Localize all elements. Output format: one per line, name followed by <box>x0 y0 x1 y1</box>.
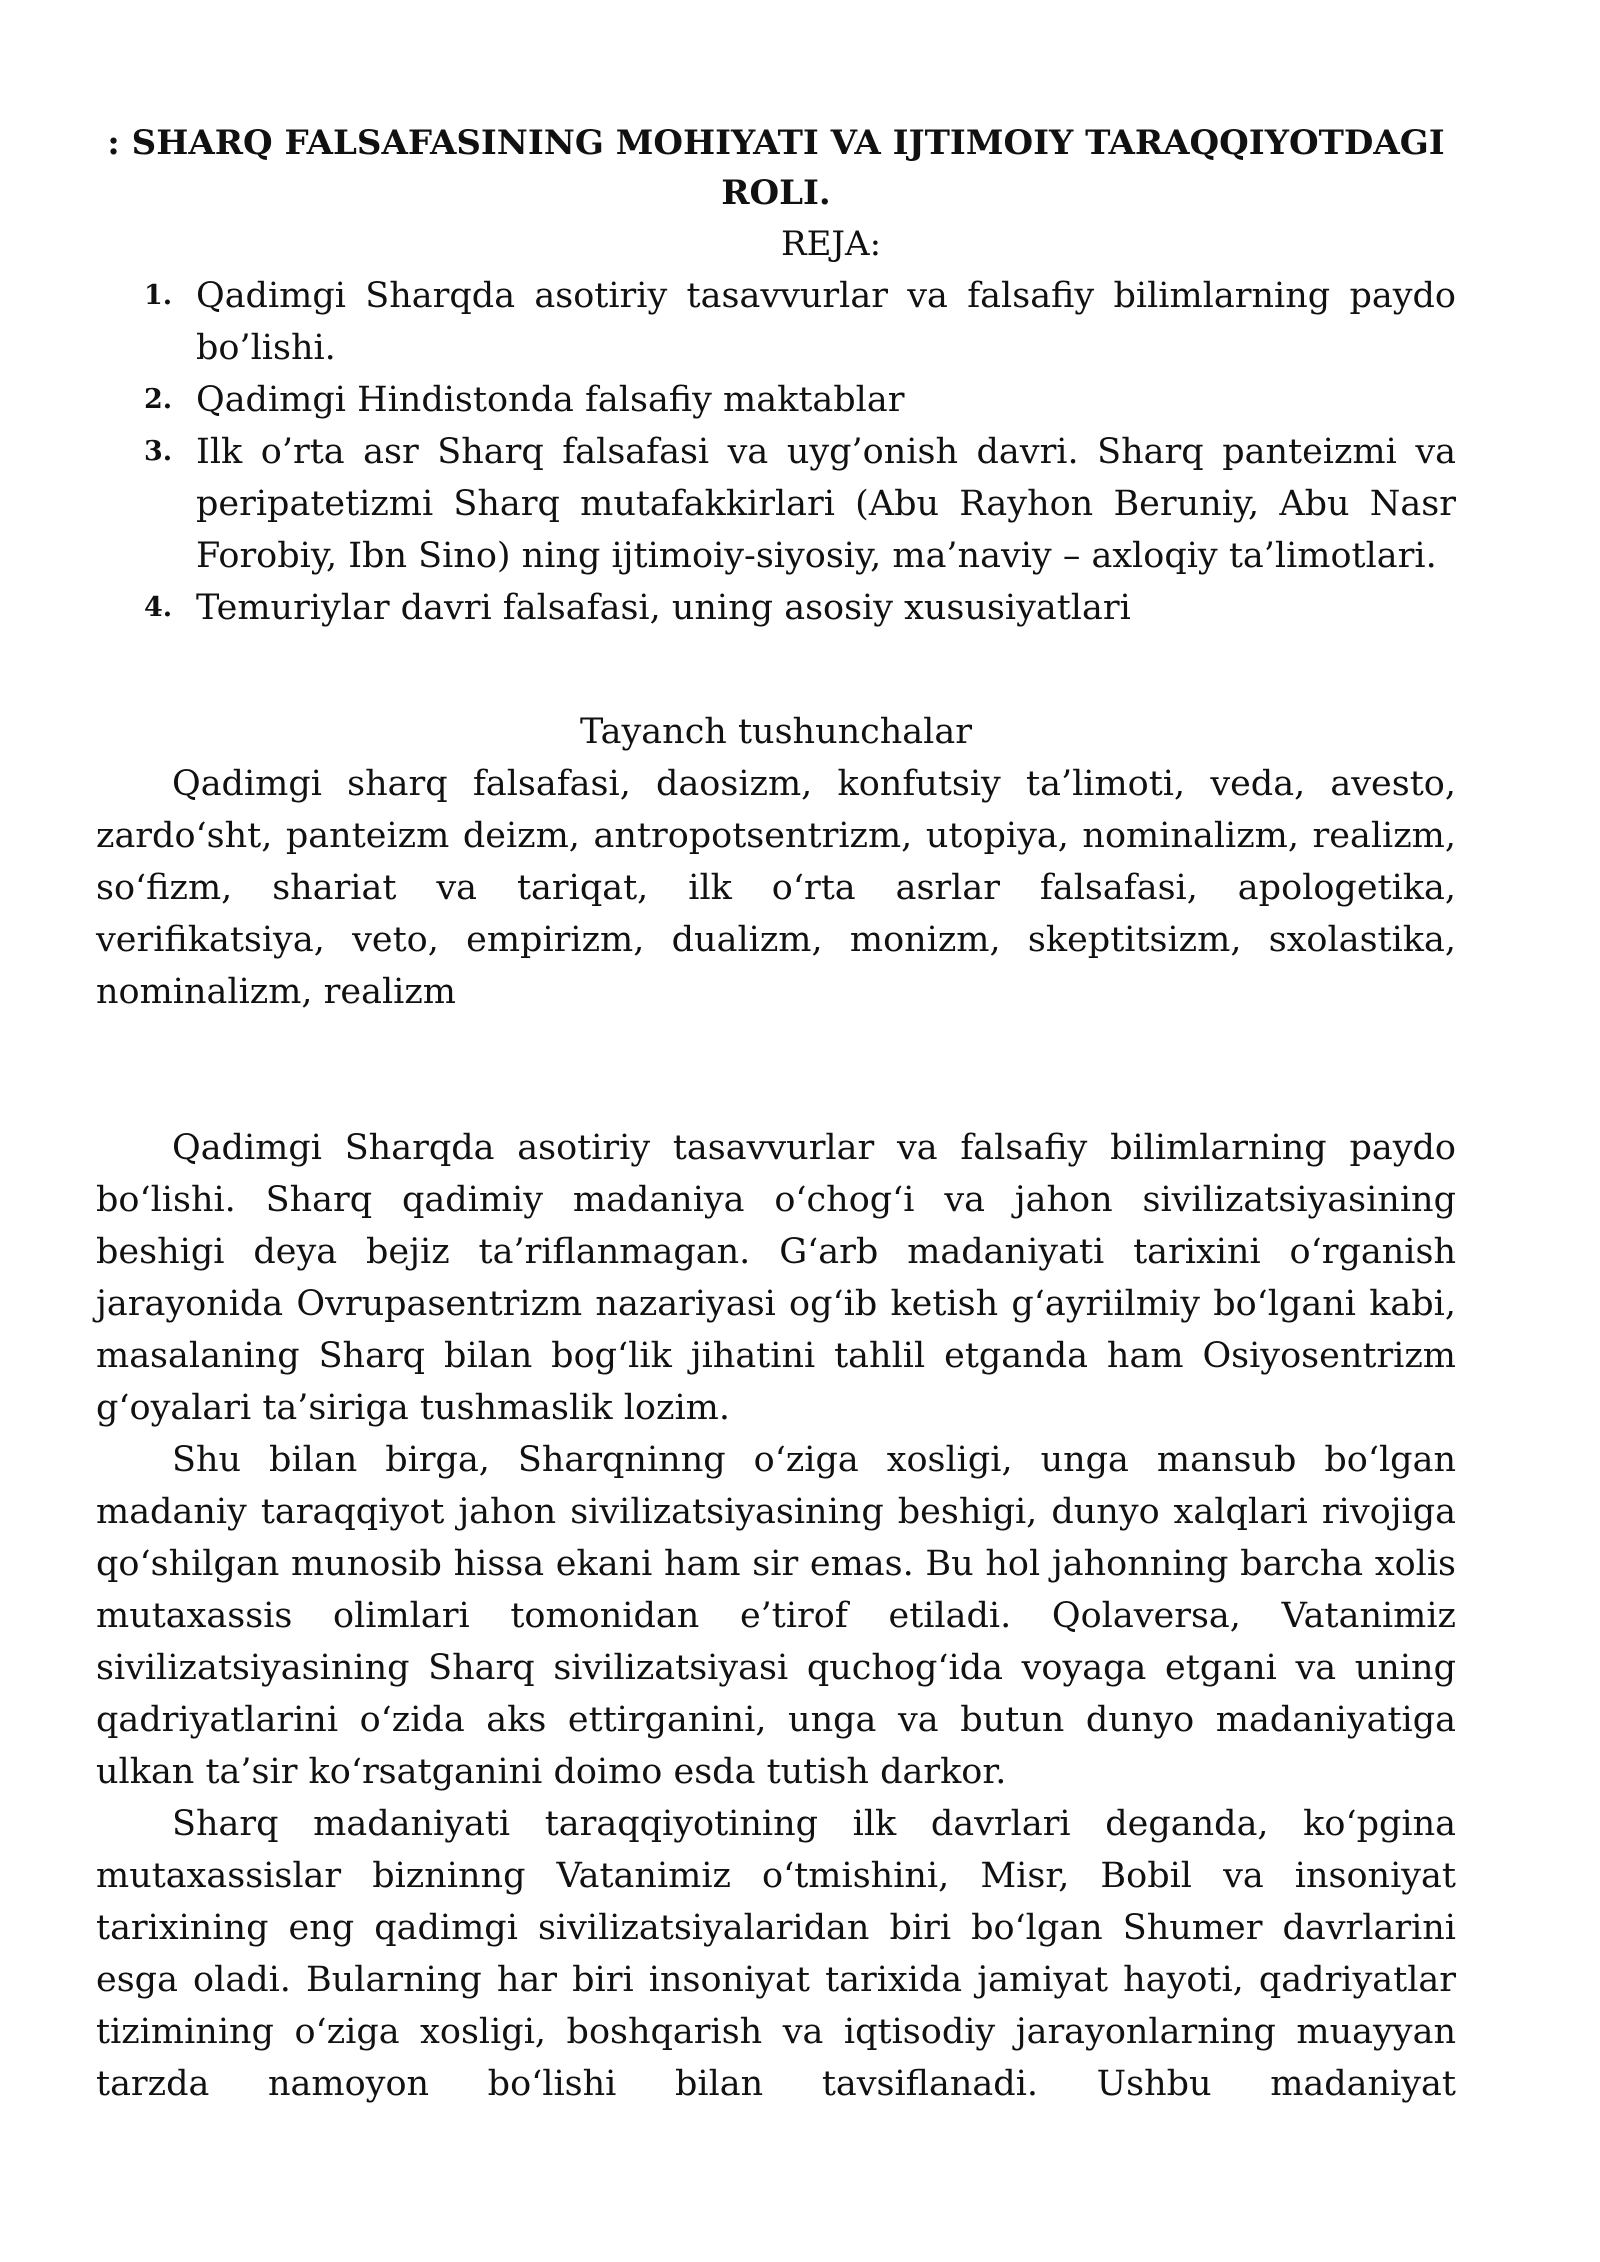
plan-item-text: Qadimgi Hindistonda falsafiy maktablar <box>196 380 905 420</box>
plan-heading: REJA: <box>780 224 882 264</box>
plan-item <box>96 426 1456 582</box>
plan-item-number: 3. <box>144 436 173 467</box>
plan-item <box>96 374 1456 426</box>
plan-item-number: 2. <box>144 384 173 415</box>
body-paragraph: Qadimgi Sharqda asotiriy tasavvurlar va falsafiy bilimlarning paydo bo‘lishi. Sharq qadimiy madaniya o‘chog‘i va jahon sivilizatsiyasining beshigi deya bejiz ta’riflanmagan. G‘arb madaniyati tarixini o‘rganish jarayonida Ovrupasentrizm nazariyasi og‘ib ketish g‘ayriilmiy bo‘lgani kabi, masalaning Sharq bilan bog‘lik jihatini tahlil etganda ham Osiyosentrizm g‘oyalari ta’siriga tushmaslik lozim. <box>96 1128 1456 1428</box>
body-paragraph: Sharq madaniyati taraqqiyotining ilk davrlari deganda, ko‘pgina mutaxassislar bizninng Vatanimiz o‘tmishini, Misr, Bobil va insoniyat tarixining eng qadimgi sivilizatsiyalaridan biri bo‘lgan Shumer davrlarini esga oladi. Bularning har biri insoniyat tarixida jamiyat hayoti, qadriyatlar tizimining o‘ziga xosligi, boshqarish va iqtisodiy jarayonlarning muayyan tarzda namoyon bo‘lishi bilan tavsiflanadi. Ushbu madaniyat <box>96 1804 1456 2104</box>
spacer <box>96 1018 1456 1070</box>
spacer <box>96 1070 1456 1122</box>
plan-item-number: 1. <box>144 280 173 311</box>
document-page <box>96 118 1456 2110</box>
key-terms-paragraph: Qadimgi sharq falsafasi, daosizm, konfutsiy ta’limoti, veda, avesto, zardo‘sht, panteizm deizm, antropotsentrizm, utopiya, nominalizm, realizm, so‘fizm, shariat va tariqat, ilk o‘rta asrlar falsafasi, apologetika, verifikatsiya, veto, empirizm, dualizm, monizm, skeptitsizm, sxolastika, nominalizm, realizm <box>96 764 1456 1012</box>
plan-item-text: Temuriylar davri falsafasi, uning asosiy xususiyatlari <box>196 588 1131 628</box>
plan-list <box>96 270 1456 634</box>
plan-item-text: Ilk o’rta asr Sharq falsafasi va uyg’onish davri. Sharq panteizmi va peripatetizmi Sharq mutafakkirlari (Abu Rayhon Beruniy, Abu Nasr Forobiy, Ibn Sino) ning ijtimoiy-siyosiy, ma’naviy – axloqiy ta’limotlari. <box>196 432 1456 576</box>
plan-item <box>96 582 1456 634</box>
plan-item-number: 4. <box>144 592 173 623</box>
plan-item <box>96 270 1456 374</box>
body-paragraph: Shu bilan birga, Sharqninng o‘ziga xosligi, unga mansub bo‘lgan madaniy taraqqiyot jahon sivilizatsiyasining beshigi, dunyo xalqlari rivojiga qo‘shilgan munosib hissa ekani ham sir emas. Bu hol jahonning barcha xolis mutaxassis olimlari tomonidan e’tirof etiladi. Qolaversa, Vatanimiz sivilizatsiyasining Sharq sivilizatsiyasi quchog‘ida voyaga etgani va uning qadriyatlarini o‘zida aks ettirganini, unga va butun dunyo madaniyatiga ulkan ta’sir ko‘rsatganini doimo esda tutish darkor. <box>96 1440 1456 1792</box>
key-terms-heading: Tayanch tushunchalar <box>580 712 972 752</box>
plan-item-text: Qadimgi Sharqda asotiriy tasavvurlar va falsafiy bilimlarning paydo bo’lishi. <box>196 276 1456 368</box>
document-title: : SHARQ FALSAFASINING MOHIYATI VA IJTIMOIY TARAQQIYOTDAGI ROLI. <box>107 123 1445 213</box>
